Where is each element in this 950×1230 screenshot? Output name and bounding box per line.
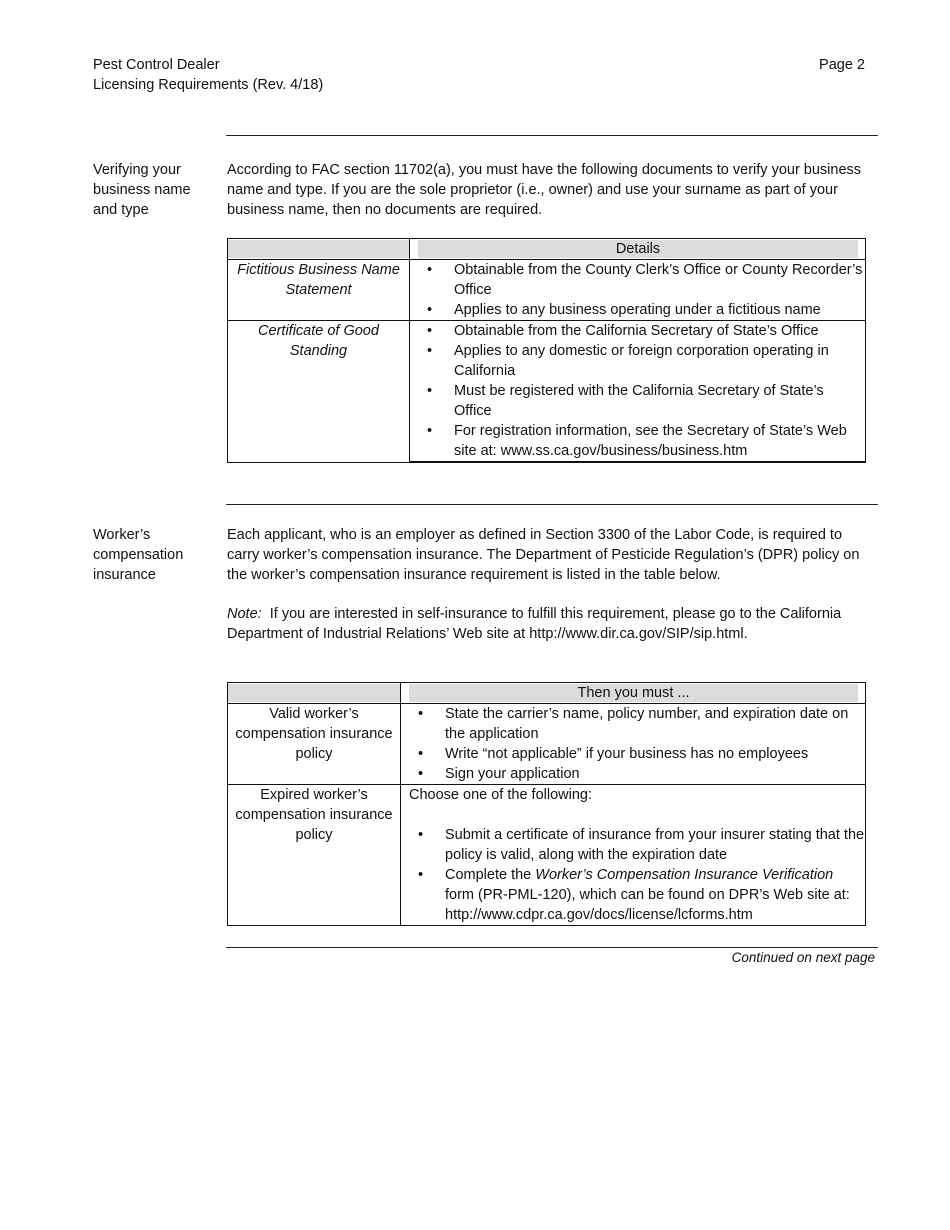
row-details <box>410 260 866 321</box>
table-header-row <box>228 683 866 704</box>
note-paragraph <box>227 604 872 644</box>
row-label-certificate-good-standing: Certificate of Good Standing <box>228 321 410 463</box>
row-details <box>401 785 866 926</box>
list-item: • Applies to any business operating under a fictitious name <box>454 300 865 320</box>
page-header-title <box>93 55 323 95</box>
list-item: • Submit a certificate of insurance from your insurer stating that the policy is valid, along with the expiration date <box>445 825 865 865</box>
list-item: • Obtainable from the California Secretary of State’s Office <box>454 321 865 341</box>
note-text: If you are interested in self-insurance to fulfill this requirement, please go to the California Department of Industrial Relations’ Web site at http://www.dir.ca.gov/SIP/sip.html. <box>227 606 842 642</box>
choose-one-lead: Choose one of the following: <box>409 787 592 803</box>
section-label-business-name: Verifying your business name and type <box>93 162 191 218</box>
section-intro-business-name: According to FAC section 11702(a), you must have the following documents to verify your business name and type. If you are the sole proprietor (i.e., owner) and use your surname as part of your business name, then no documents are required. <box>227 162 862 218</box>
note-label: Note: <box>227 606 262 622</box>
row-label-expired-policy: Expired worker’s compensation insurance policy <box>228 785 401 926</box>
table-header-row <box>228 239 866 260</box>
row-details <box>410 321 866 463</box>
table-row <box>228 704 866 785</box>
list-item: • Sign your application <box>445 764 865 784</box>
row-label-fictitious-business: Fictitious Business Name Statement <box>228 260 410 321</box>
row-label-valid-policy: Valid worker’s compensation insurance policy <box>228 704 401 785</box>
business-documents-table <box>227 238 866 463</box>
section-intro-workers-comp: Each applicant, who is an employer as defined in Section 3300 of the Labor Code, is required to carry worker’s compensation insurance. The Department of Pesticide Regulation’s (DPR) policy on the worker’s compensation insurance requirement is listed in the table below. <box>227 527 860 583</box>
divider-top <box>226 135 878 136</box>
table-row <box>228 321 866 463</box>
continued-next-page: Continued on next page <box>731 950 875 965</box>
header-title-line2: Licensing Requirements (Rev. 4/18) <box>93 77 324 93</box>
list-item: • For registration information, see the Secretary of State’s Web site at: www.ss.ca.gov/business/business.htm <box>454 421 865 461</box>
divider-middle <box>226 504 878 505</box>
table-row <box>228 785 866 926</box>
list-item: • Obtainable from the County Clerk’s Office or County Recorder’s Office <box>454 260 865 300</box>
table-header-blank <box>228 683 401 704</box>
table-header-blank <box>228 239 410 260</box>
header-title-line1: Pest Control Dealer <box>93 57 220 73</box>
list-item: • Applies to any domestic or foreign corporation operating in California <box>454 341 865 381</box>
table-header-then-you-must: Then you must ... <box>401 683 866 704</box>
form-name: Worker’s Compensation Insurance Verification <box>535 867 834 883</box>
bullet-text-post: form (PR-PML-120), which can be found on DPR’s Web site at: http://www.cdpr.ca.gov/docs/license/lcforms.htm <box>445 887 850 923</box>
workers-comp-table <box>227 682 866 926</box>
list-item: • State the carrier’s name, policy number, and expiration date on the application <box>445 704 865 744</box>
page-number: Page 2 <box>819 57 865 73</box>
row-details <box>401 704 866 785</box>
list-item: • Must be registered with the California Secretary of State’s Office <box>454 381 865 421</box>
section-label-workers-comp: Worker’s compensation insurance <box>93 527 184 583</box>
table-row <box>228 260 866 321</box>
list-item: • Write “not applicable” if your business has no employees <box>445 744 865 764</box>
list-item <box>445 865 865 925</box>
bullet-text-pre: Complete the <box>445 867 536 883</box>
table-header-details: Details <box>410 239 866 260</box>
